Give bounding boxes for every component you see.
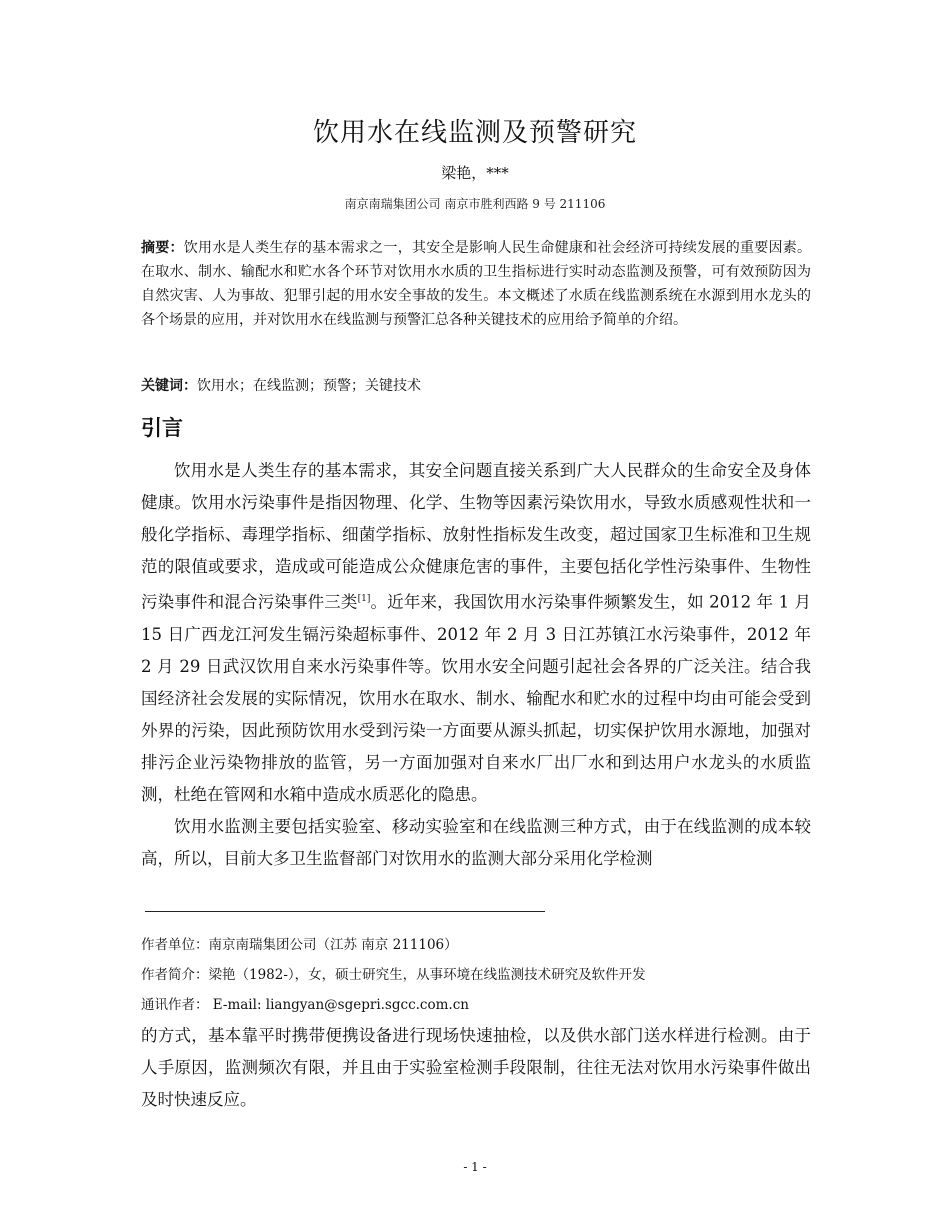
- paragraph-1: [141, 455, 811, 811]
- citation-ref: [1]: [357, 594, 371, 604]
- keywords-label: 关键词：: [141, 378, 197, 394]
- footnotes: [141, 930, 811, 1020]
- introduction-body-continued: [141, 1020, 811, 1116]
- paragraph-2: 饮用水监测主要包括实验室、移动实验室和在线监测三种方式，由于在线监测的成本较高，所以，目前大多卫生监督部门对饮用水的监测大部分采用化学检测: [141, 816, 811, 868]
- abstract-label: 摘要：: [141, 240, 184, 256]
- author-line: 梁艳，***: [441, 164, 509, 182]
- paper-title: 饮用水在线监测及预警研究: [312, 118, 637, 148]
- abstract-text: 饮用水是人类生存的基本需求之一，其安全是影响人民生命健康和社会经济可持续发展的重要因素。在取水、制水、输配水和贮水各个环节对饮用水水质的卫生指标进行实时动态监测及预警，可有效预防因为自然灾害、人为事故、犯罪引起的用水安全事故的发生。本文概述了水质在线监测系统在水源到用水龙头的各个场景的应用，并对饮用水在线监测与预警汇总各种关键技术的应用给予简单的介绍。: [141, 240, 812, 328]
- paragraph-2-continued: 的方式，基本靠平时携带便携设备进行现场快速抽检，以及供水部门送水样进行检测。由于人手原因，监测频次有限，并且由于实验室检测手段限制，往往无法对饮用水污染事件做出及时快速反应。: [141, 1026, 811, 1109]
- keywords-text: 饮用水；在线监测；预警；关键技术: [197, 378, 421, 394]
- paragraph-1-text-a: 饮用水是人类生存的基本需求，其安全问题直接关系到广大人民群众的生命安全及身体健康。饮用水污染事件是指因物理、化学、生物等因素污染饮用水，导致水质感观性状和一般化学指标、毒理学指标、细菌学指标、放射性指标发生改变，超过国家卫生标准和卫生规范的限值或要求，造成或可能造成公众健康危害的事件，主要包括化学性污染事件、生物性污染事件和混合污染事件三类: [141, 461, 811, 612]
- page-number: - 1 -: [463, 1160, 487, 1174]
- introduction-body: [141, 455, 811, 875]
- footnote-contact: 通讯作者： E-mail: liangyan@sgepri.sgcc.com.cn: [141, 997, 469, 1013]
- footnote-author-unit: 作者单位：南京南瑞集团公司（江苏 南京 211106）: [141, 937, 458, 953]
- paragraph-1-text-b: 。近年来，我国饮用水污染事件频繁发生，如 2012 年 1 月 15 日广西龙江河发生镉污染超标事件、2012 年 2 月 3 日江苏镇江水污染事件，2012 年 2 月 29 日武汉饮用自来水污染事件等。饮用水安全问题引起社会各界的广泛关注。结合我国经济社会发展的实际情况，饮用水在取水、制水、输配水和贮水的过程中均由可能会受到外界的污染，因此预防饮用水受到污染一方面要从源头抓起，切实保护饮用水源地，加强对排污企业污染物排放的监管，另一方面加强对自来水厂出厂水和到达用户水龙头的水质监测，杜绝在管网和水箱中造成水质恶化的隐患。: [141, 592, 811, 804]
- abstract: [141, 236, 811, 332]
- footnote-separator: [145, 911, 545, 912]
- section-heading-introduction: 引言: [141, 416, 183, 440]
- keywords: [141, 374, 811, 398]
- affiliation-line: 南京南瑞集团公司 南京市胜利西路 9 号 211106: [344, 197, 606, 211]
- footnote-author-bio: 作者简介：梁艳（1982-），女，硕士研究生，从事环境在线监测技术研究及软件开发: [141, 967, 646, 983]
